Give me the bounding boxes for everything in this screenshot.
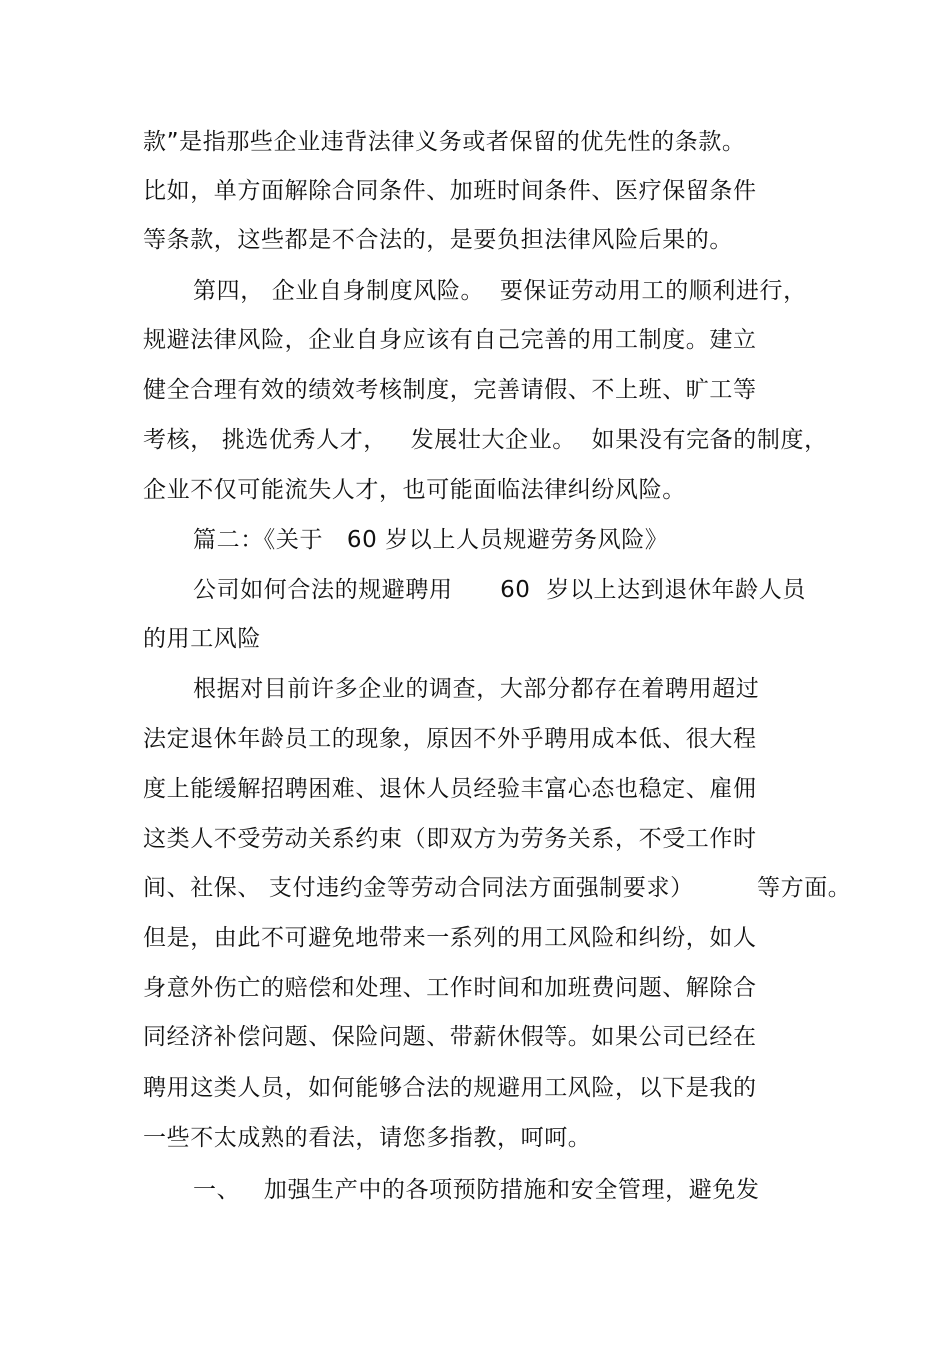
text-line-11: 的用工风险: [143, 626, 261, 652]
text-line-8: 企业不仅可能流失人才，也可能面临法律纠纷风险。: [143, 477, 686, 503]
text-line-18: 身意外伤亡的赔偿和处理、工作时间和加班费问题、解除合: [143, 975, 757, 1001]
text-line-3: 等条款，这些都是不合法的，是要负担法律风险后果的。: [143, 227, 733, 253]
text-line-17: 但是，由此不可避免地带来一系列的用工风险和纠纷，如人: [143, 925, 757, 951]
text-line-7: 考核， 挑选优秀人才， 发展壮大企业。 如果没有完备的制度，: [143, 427, 828, 453]
text-line-15: 这类人不受劳动关系约束（即双方为劳务关系，不受工作时: [143, 826, 757, 852]
text-line-1: 款”是指那些企业违背法律义务或者保留的优先性的条款。: [143, 129, 746, 155]
text-line-9: 篇二：《关于 60 岁以上人员规避劳务风险》: [193, 527, 669, 553]
text-line-20: 聘用这类人员，如何能够合法的规避用工风险，以下是我的: [143, 1075, 757, 1101]
text-line-22: 一、 加强生产中的各项预防措施和安全管理，避免发: [193, 1177, 760, 1203]
text-line-10: 公司如何合法的规避聘用 60 岁以上达到退休年龄人员: [193, 577, 806, 603]
text-line-16: 间、社保、 支付违约金等劳动合同法方面强制要求） 等方面。: [143, 875, 852, 901]
text-line-19: 同经济补偿问题、保险问题、带薪休假等。如果公司已经在: [143, 1024, 757, 1050]
text-line-2: 比如，单方面解除合同条件、加班时间条件、医疗保留条件: [143, 178, 757, 204]
text-line-13: 法定退休年龄员工的现象，原因不外乎聘用成本低、很大程: [143, 726, 757, 752]
text-line-21: 一些不太成熟的看法，请您多指教，呵呵。: [143, 1125, 592, 1151]
text-line-14: 度上能缓解招聘困难、退休人员经验丰富心态也稳定、雇佣: [143, 776, 757, 802]
text-line-5: 规避法律风险，企业自身应该有自己完善的用工制度。建立: [143, 327, 757, 353]
text-line-12: 根据对目前许多企业的调查，大部分都存在着聘用超过: [193, 676, 760, 702]
text-line-6: 健全合理有效的绩效考核制度，完善请假、不上班、旷工等: [143, 377, 757, 403]
text-line-4: 第四， 企业自身制度风险。 要保证劳动用工的顺利进行，: [193, 278, 807, 304]
